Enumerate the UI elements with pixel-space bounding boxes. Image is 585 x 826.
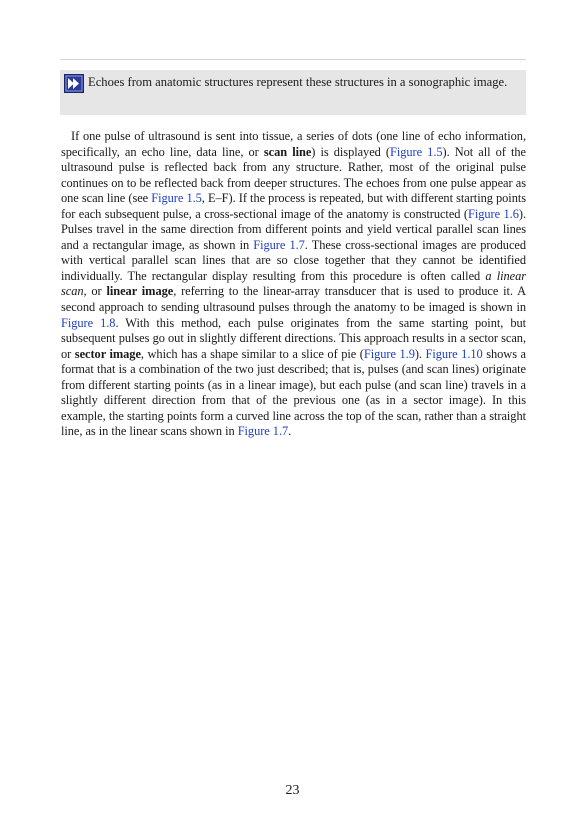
- text-run: , which has a shape similar to a slice of pie (: [140, 346, 364, 361]
- page-number: 23: [285, 783, 300, 798]
- figure-1-7-link[interactable]: Figure 1.7: [253, 237, 305, 252]
- text-run: . With this method, each pulse originates from the same starting point, but subsequent pulses go out in slightly different directions. This approach results in a sector scan, or: [61, 315, 527, 361]
- figure-1-8-link[interactable]: Figure 1.8: [61, 315, 116, 330]
- double-chevron-right-icon: [64, 74, 84, 93]
- term-linear-image: linear image: [106, 284, 174, 299]
- text-run: .: [288, 424, 292, 439]
- figure-1-10-link[interactable]: Figure 1.10: [425, 346, 483, 361]
- figure-1-9-link[interactable]: Figure 1.9: [363, 346, 415, 361]
- key-point-callout: [60, 70, 526, 115]
- text-run: , or: [83, 284, 107, 299]
- header-rule: [60, 59, 526, 60]
- text-run: , E–F). If the process is repeated, but with different starting points for each subsequent pulse, a cross-sectional image of the anatomy is constructed (: [61, 191, 527, 221]
- text-run: shows a format that is a combination of the two just described; that is, pulses (and scan lines) originate from different starting points (as in a linear image), but each pulse (and scan line) travels in a slightly different direction from that of the previous one (as in a sector image). In this example, the starting points form a curved line across the top of the scan, rather than a straight line, as in the linear scans shown in: [61, 346, 526, 439]
- text-run: ). Pulses travel in the same direction from different points and yield vertical parallel scan lines and a rectangular image, as shown in: [61, 206, 526, 252]
- body-paragraph: [61, 129, 526, 440]
- text-run: . These cross-sectional images are produced with vertical parallel scan lines that are so close together that they cannot be identified individually. The rectangular display resulting from this procedure is often called: [61, 237, 526, 283]
- text-run: ).: [414, 346, 426, 361]
- term-linear-scan: a linear scan: [61, 268, 526, 299]
- term-sector-image: sector image: [74, 346, 141, 361]
- figure-1-7-link[interactable]: Figure 1.7: [237, 424, 289, 439]
- figure-1-5-link[interactable]: Figure 1.5: [151, 191, 202, 206]
- text-run: ) is displayed (: [311, 144, 390, 159]
- figure-1-6-link[interactable]: Figure 1.6: [467, 206, 519, 221]
- text-run: ). Not all of the ultrasound pulse is reflected back from any structure. Rather, most of the original pulse continues on to be reflected back from deeper structures. The echoes from one pulse appear as one scan line (see: [61, 144, 526, 206]
- figure-1-5-link[interactable]: Figure 1.5: [390, 144, 443, 159]
- text-run: If one pulse of ultrasound is sent into tissue, a series of dots (one line of echo information, specifically, an echo line, data line, or: [61, 129, 526, 159]
- callout-text: Echoes from anatomic structures represent these structures in a sonographic image.: [88, 75, 508, 89]
- text-run: , referring to the linear-array transducer that is used to produce it. A second approach to sending ultrasound pulses through the anatomy to be imaged is shown in: [61, 284, 526, 315]
- term-scan-line: scan line: [263, 144, 312, 159]
